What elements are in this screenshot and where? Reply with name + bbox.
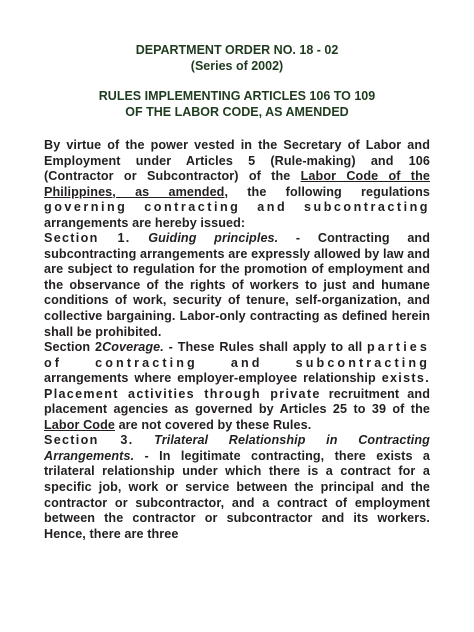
rules-title-line-1: RULES IMPLEMENTING ARTICLES 106 TO 109 xyxy=(98,89,376,103)
labor-code-link[interactable]: Labor Code of the Philippines, as amended xyxy=(44,169,431,199)
section-3-text: - In legitimate contracting, there exists a trilateral relationship under which there is a contract for a specific job, work or service between the principal and the contractor or subcontractor, and a contract of employment between the contractor or subcontractor and its workers. Hence, there are three xyxy=(44,448,430,541)
section-1-text: - Contracting and subcontracting arrangements are expressly allowed by law and are subject to regulation for the promotion of employment and the observance of the rights of workers to just and humane conditions of work, security of tenure, self-organization, and collective bargaining. Labor-only contracting as defined herein shall be prohibited. xyxy=(44,231,431,339)
section-3-label: Section 3. xyxy=(44,433,134,448)
preamble-text: governing contracting and subcontracting xyxy=(44,200,430,215)
section-2-text: recruitment and placement agencies as governed by Articles 25 to 39 of the xyxy=(44,386,430,417)
preamble-text: By virtue of the power vested in the Secretary of Labor and Employment under Articles 5 (Rule-making) and 106 (Contractor or Subcontractor) of the xyxy=(44,138,430,184)
section-2-text: are not covered by these Rules. xyxy=(114,417,312,432)
section-2-text: - These Rules shall apply to all xyxy=(163,340,367,355)
section-3-heading: Trilateral Relationship in Contracting Arrangements. xyxy=(44,433,430,463)
order-title: DEPARTMENT ORDER NO. 18 - 02 xyxy=(135,43,339,57)
document-body xyxy=(44,138,430,542)
section-2-paragraph xyxy=(44,340,430,433)
section-2-text: exists. Placement activities through private xyxy=(44,371,430,401)
preamble-text: , the following regulations xyxy=(224,184,430,199)
section-2-text: parties of contracting and subcontracting xyxy=(44,340,430,370)
section-1-label: Section 1. xyxy=(44,231,131,246)
section-2-text: arrangements where employer-employee relationship xyxy=(44,371,382,386)
section-2-heading: Coverage. xyxy=(102,340,164,355)
rules-title-line-2: OF THE LABOR CODE, AS AMENDED xyxy=(125,105,349,119)
preamble-text: arrangements are hereby issued: xyxy=(44,215,246,230)
labor-code-link[interactable]: Labor Code xyxy=(44,417,115,432)
section-3-paragraph xyxy=(44,433,430,542)
section-1-paragraph xyxy=(44,231,430,340)
section-2-label: Section 2 xyxy=(44,340,103,355)
section-1-heading: Guiding principles. xyxy=(148,231,279,246)
series-subtitle: (Series of 2002) xyxy=(190,59,284,73)
preamble-paragraph xyxy=(44,138,430,231)
